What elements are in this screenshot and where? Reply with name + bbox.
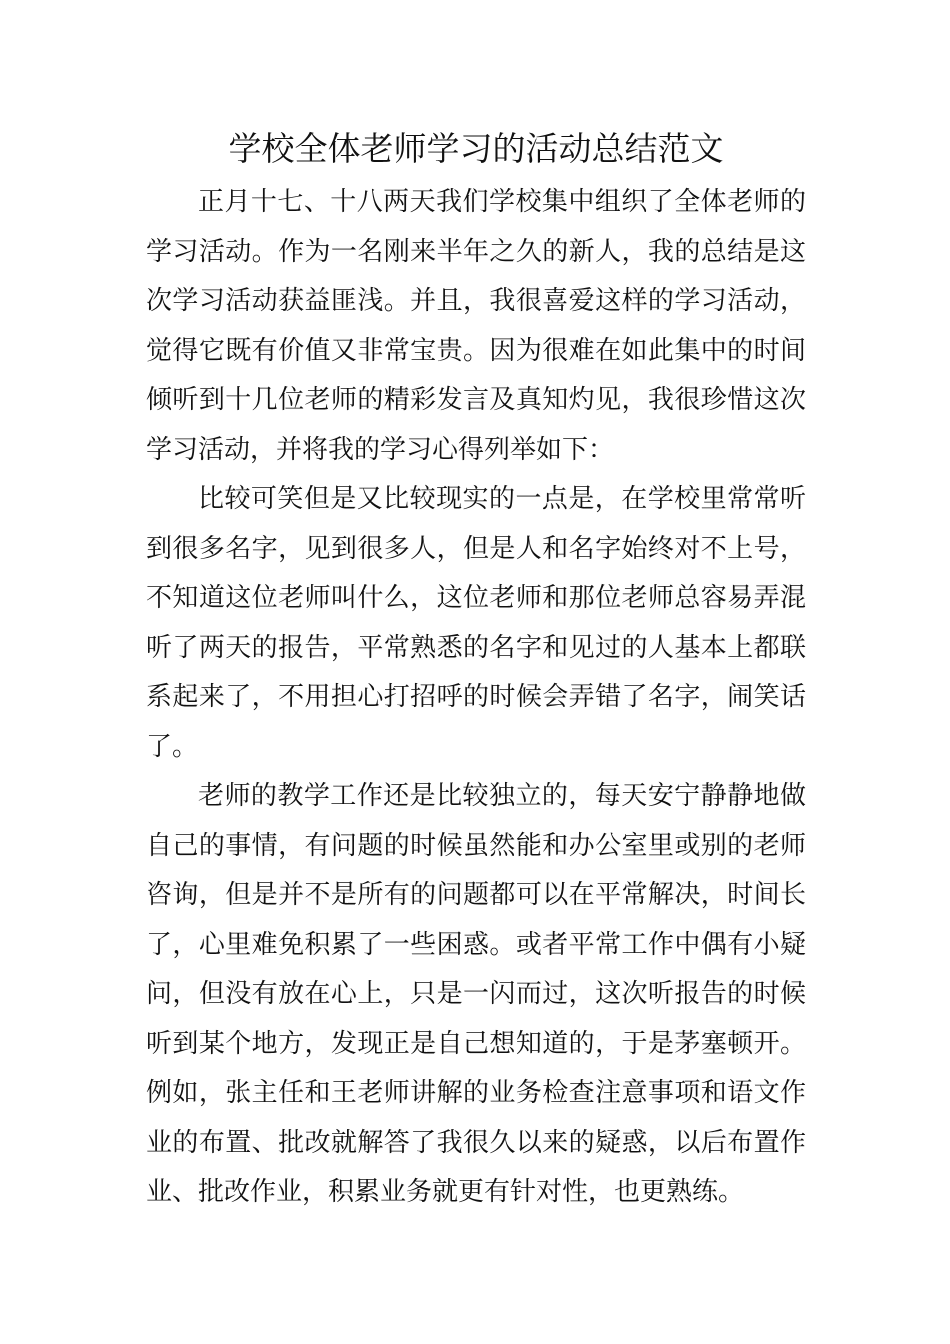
document-page [146, 126, 806, 1218]
paragraph-1: 正月十七、十八两天我们学校集中组织了全体老师的学习活动。作为一名刚来半年之久的新人，我的总结是这次学习活动获益匪浅。并且，我很喜爱这样的学习活动，觉得它既有价值又非常宝贵。因为很难在如此集中的时间倾听到十几位老师的精彩发言及真知灼见，我很珍惜这次学习活动，并将我的学习心得列举如下： [146, 187, 806, 465]
document-title: 学校全体老师学习的活动总结范文 [228, 129, 724, 168]
paragraph-2: 比较可笑但是又比较现实的一点是，在学校里常常听到很多名字，见到很多人，但是人和名字始终对不上号，不知道这位老师叫什么，这位老师和那位老师总容易弄混听了两天的报告，平常熟悉的名字和见过的人基本上都联系起来了，不用担心打招呼的时候会弄错了名字，闹笑话了。 [146, 484, 806, 762]
paragraph-3: 老师的教学工作还是比较独立的，每天安宁静静地做自己的事情，有问题的时候虽然能和办公室里或别的老师咨询，但是并不是所有的问题都可以在平常解决，时间长了，心里难免积累了一些困惑。或者平常工作中偶有小疑问，但没有放在心上，只是一闪而过，这次听报告的时候听到某个地方，发现正是自己想知道的，于是茅塞顿开。例如，张主任和王老师讲解的业务检查注意事项和语文作业的布置、批改就解答了我很久以来的疑惑，以后布置作业、批改作业，积累业务就更有针对性，也更熟练。 [146, 781, 806, 1207]
